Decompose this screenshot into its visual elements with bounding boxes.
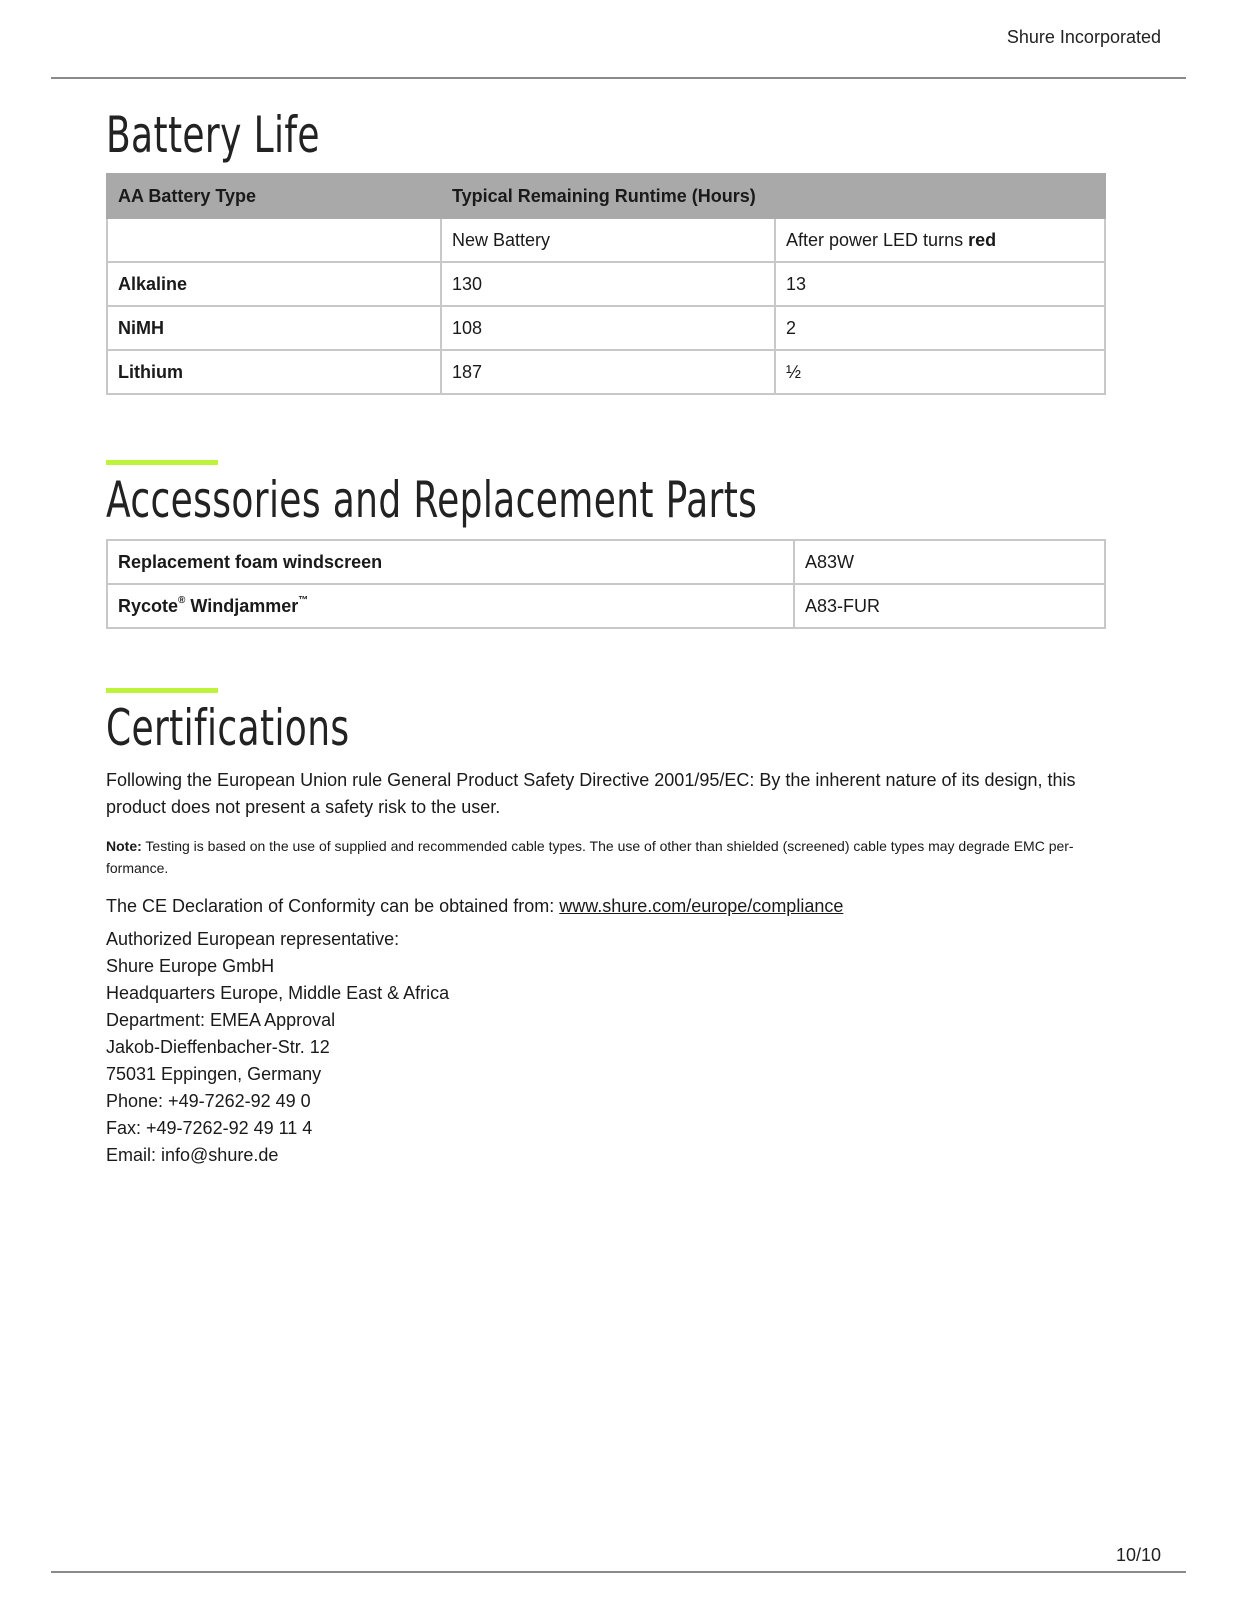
header-rule bbox=[51, 77, 1186, 79]
page-number: 10/10 bbox=[1115, 1545, 1161, 1565]
table-row bbox=[107, 584, 1105, 628]
after-led-red: red bbox=[968, 229, 997, 250]
note-label: Note: bbox=[106, 838, 142, 854]
table-row bbox=[107, 262, 1105, 306]
table-row bbox=[107, 306, 1105, 350]
ce-declaration bbox=[106, 893, 1106, 920]
accessories-heading: Accessories and Replacement Parts bbox=[106, 471, 758, 529]
runtime-header: Typical Remaining Runtime (Hours) bbox=[441, 174, 1105, 218]
address-line: 75031 Eppingen, Germany bbox=[106, 1064, 322, 1084]
after-runtime-cell: 13 bbox=[775, 262, 1105, 306]
accessory-name-cell: Replacement foam windscreen bbox=[107, 540, 794, 584]
accent-bar bbox=[106, 688, 218, 693]
new-runtime-cell: 130 bbox=[441, 262, 775, 306]
company-name: Shure Incorporated bbox=[1006, 27, 1161, 47]
address-line: Jakob-Dieffenbacher-Str. 12 bbox=[106, 1037, 330, 1057]
address-block bbox=[106, 926, 1106, 1169]
battery-type-cell: Lithium bbox=[107, 350, 441, 394]
table-row bbox=[107, 350, 1105, 394]
address-line: Department: EMEA Approval bbox=[106, 1010, 336, 1030]
trademark-mark: ™ bbox=[298, 594, 309, 606]
empty-cell bbox=[107, 218, 441, 262]
address-line: Phone: +49-7262-92 49 0 bbox=[106, 1091, 311, 1111]
address-line: Shure Europe GmbH bbox=[106, 956, 275, 976]
after-runtime-cell: ½ bbox=[775, 350, 1105, 394]
new-runtime-cell: 187 bbox=[441, 350, 775, 394]
new-battery-subheader: New Battery bbox=[441, 218, 775, 262]
battery-type-cell: NiMH bbox=[107, 306, 441, 350]
battery-life-table bbox=[106, 173, 1106, 395]
battery-life-heading: Battery Life bbox=[106, 106, 320, 164]
accessory-name-cell bbox=[107, 584, 794, 628]
after-led-subheader bbox=[775, 218, 1105, 262]
footer-rule bbox=[51, 1571, 1186, 1573]
registered-mark: ® bbox=[178, 594, 186, 606]
accent-bar bbox=[106, 460, 218, 465]
note-text: Testing is based on the use of supplied and recommended cable types. The use of other than shielded (screened) cable types may degrade EMC per-formance. bbox=[106, 838, 1074, 876]
address-line: Headquarters Europe, Middle East & Africa bbox=[106, 983, 450, 1003]
after-led-text: After power LED turns bbox=[786, 229, 969, 250]
part-number-cell: A83W bbox=[794, 540, 1105, 584]
windjammer-text: Windjammer bbox=[185, 595, 299, 616]
ce-text: The CE Declaration of Conformity can be obtained from: bbox=[106, 896, 560, 916]
safety-paragraph: Following the European Union rule General Product Safety Directive 2001/95/EC: By the inherent nature of its design, this product does not present a safety risk to the user. bbox=[106, 770, 1076, 817]
table-header-row bbox=[107, 174, 1105, 218]
battery-type-header: AA Battery Type bbox=[107, 174, 441, 218]
address-line: Fax: +49-7262-92 49 11 4 bbox=[106, 1118, 313, 1138]
after-runtime-cell: 2 bbox=[775, 306, 1105, 350]
compliance-link[interactable]: www.shure.com/europe/compliance bbox=[559, 896, 844, 916]
address-line: Authorized European representative: bbox=[106, 929, 400, 949]
battery-type-cell: Alkaline bbox=[107, 262, 441, 306]
table-row bbox=[107, 540, 1105, 584]
new-runtime-cell: 108 bbox=[441, 306, 775, 350]
certifications-heading: Certifications bbox=[106, 699, 350, 757]
part-number-cell: A83-FUR bbox=[794, 584, 1105, 628]
address-line: Email: info@shure.de bbox=[106, 1145, 279, 1165]
table-subheader-row bbox=[107, 218, 1105, 262]
accessories-table bbox=[106, 539, 1106, 629]
rycote-text: Rycote bbox=[118, 595, 179, 616]
note-paragraph bbox=[106, 835, 1106, 879]
